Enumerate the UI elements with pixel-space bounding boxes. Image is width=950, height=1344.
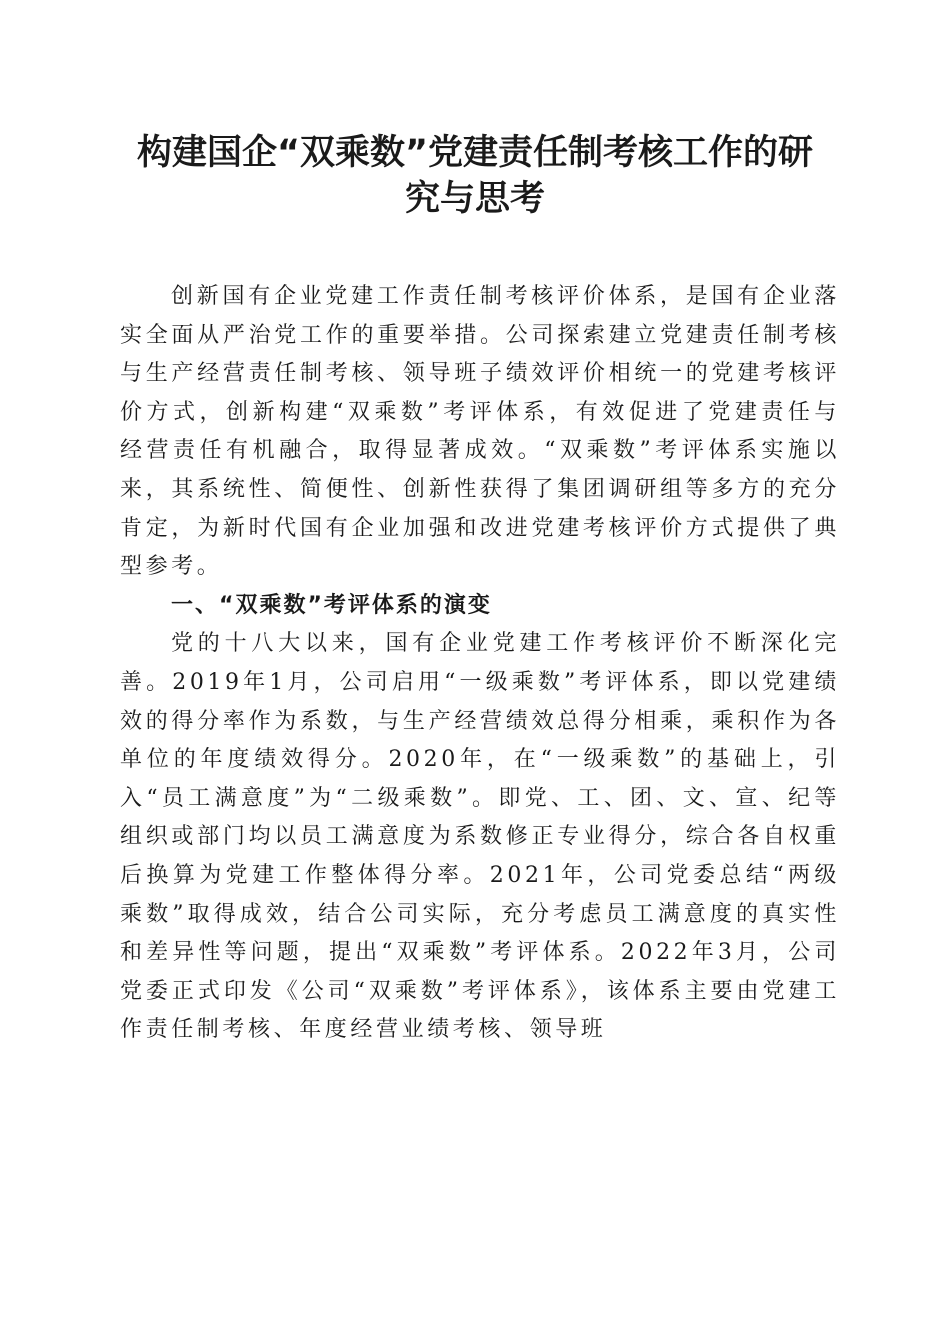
intro-paragraph: 创新国有企业党建工作责任制考核评价体系，是国有企业落实全面从严治党工作的重要举措。公司探索建立党建责任制考核与生产经营责任制考核、领导班子绩效评价相统一的党建考核评价方式，创新构建“双乘数”考评体系，有效促进了党建责任与经营责任有机融合，取得显著成效。“双乘数”考评体系实施以来，其系统性、简便性、创新性获得了集团调研组等多方的充分肯定，为新时代国有企业加强和改进党建考核评价方式提供了典型参考。 [120, 284, 840, 580]
title-line-2: 究与思考 [404, 179, 545, 219]
section-1-paragraph: 党的十八大以来，国有企业党建工作考核评价不断深化完善。2019年1月，公司启用“一级乘数”考评体系，即以党建绩效的得分率作为系数，与生产经营绩效总得分相乘，乘积作为各单位的年度绩效得分。2020年，在“一级乘数”的基础上，引入“员工满意度”为“二级乘数”。即党、工、团、文、宣、纪等组织或部门均以员工满意度为系数修正专业得分，综合各自权重后换算为党建工作整体得分率。2021年，公司党委总结“两级乘数”取得成效，结合公司实际，充分考虑员工满意度的真实性和差异性等问题，提出“双乘数”考评体系。2022年3月，公司党委正式印发《公司“双乘数”考评体系》，该体系主要由党建工作责任制考核、年度经营业绩考核、领导班 [120, 631, 840, 1043]
document-title [100, 130, 850, 222]
document-body [120, 278, 840, 1050]
title-line-1: 构建国企“双乘数”党建责任制考核工作的研 [136, 133, 813, 173]
section-heading-1: 一、“双乘数”考评体系的演变 [171, 592, 492, 618]
